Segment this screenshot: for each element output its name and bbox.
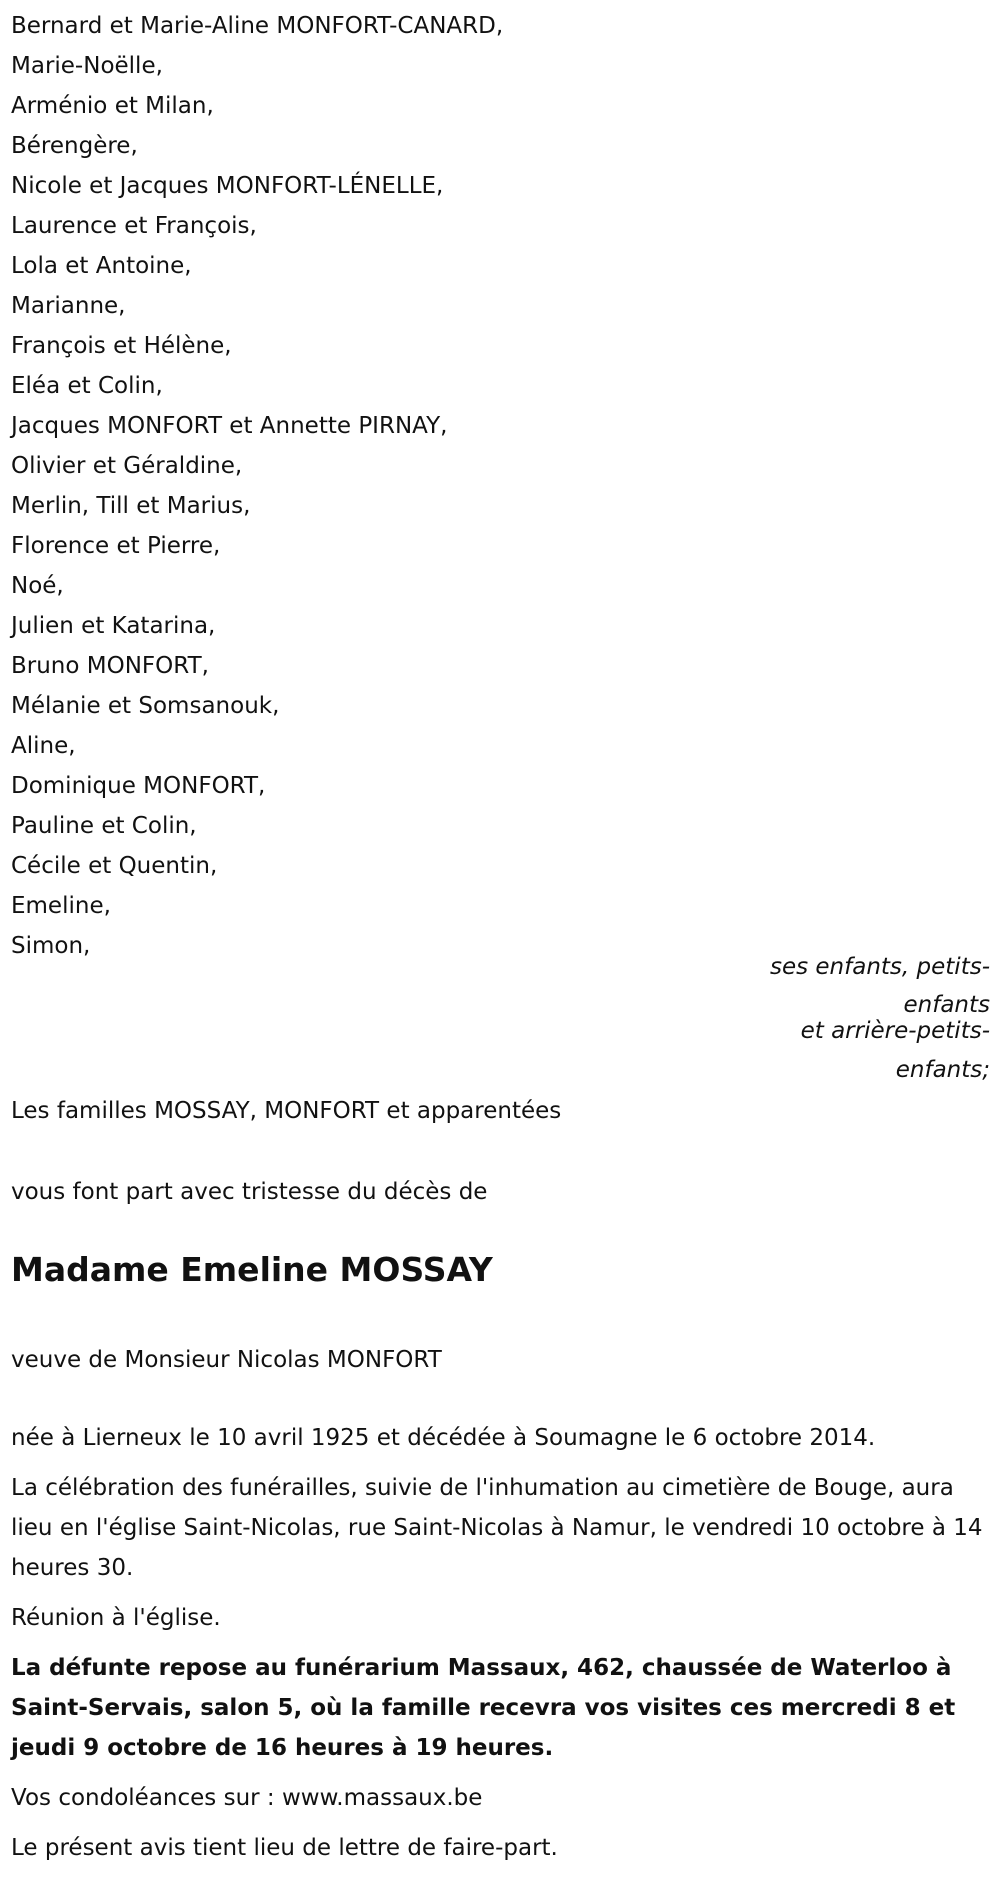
family-name-line: Julien et Katarina, — [11, 613, 216, 639]
family-name-line: Marie-Noëlle, — [11, 53, 163, 79]
family-name-line: Bernard et Marie-Aline MONFORT-CANARD, — [11, 13, 504, 39]
family-names-list — [11, 6, 503, 966]
family-name-line: Emeline, — [11, 893, 111, 919]
family-name-line: Nicole et Jacques MONFORT-LÉNELLE, — [11, 173, 444, 199]
family-name-line: Eléa et Colin, — [11, 373, 163, 399]
visitation-text: La défunte repose au funérarium Massaux, 462, chaussée de Waterloo à Saint-Servais, salon 5, où la famille recevra vos visites ces mercredi 8 et jeudi 9 octobre de 16 heures à 19 heures. — [11, 1655, 956, 1761]
families-text: Les familles MOSSAY, MONFORT et apparentées — [11, 1098, 562, 1124]
family-name-line: Olivier et Géraldine, — [11, 453, 243, 479]
family-name-line: Noé, — [11, 573, 64, 599]
family-name-line: Florence et Pierre, — [11, 533, 221, 559]
family-name-line: Laurence et François, — [11, 213, 257, 239]
family-name-line: François et Hélène, — [11, 333, 232, 359]
family-name-line: Bruno MONFORT, — [11, 653, 209, 679]
ceremony-text: La célébration des funérailles, suivie de l'inhumation au cimetière de Bouge, aura lieu en l'église Saint-Nicolas, rue Saint-Nicolas à Namur, le vendredi 10 octobre à 14 heures 30. — [11, 1475, 983, 1581]
family-name-line: Aline, — [11, 733, 76, 759]
family-name-line: Arménio et Milan, — [11, 93, 214, 119]
relation-line: ses enfants, petits- — [769, 954, 990, 980]
widow-of-text: veuve de Monsieur Nicolas MONFORT — [11, 1347, 442, 1373]
relation-line: et arrière-petits- — [800, 1018, 990, 1044]
family-name-line: Pauline et Colin, — [11, 813, 197, 839]
relation-line: enfants — [903, 992, 990, 1018]
notice-text: Le présent avis tient lieu de lettre de faire-part. — [11, 1835, 558, 1861]
relation-line: enfants; — [895, 1057, 990, 1083]
deceased-name: Madame Emeline MOSSAY — [11, 1250, 493, 1289]
family-name-line: Dominique MONFORT, — [11, 773, 266, 799]
family-name-line: Marianne, — [11, 293, 126, 319]
family-name-line: Cécile et Quentin, — [11, 853, 218, 879]
family-name-line: Simon, — [11, 933, 91, 959]
birth-death-text: née à Lierneux le 10 avril 1925 et décédée à Soumagne le 6 octobre 2014. — [11, 1425, 876, 1451]
family-name-line: Merlin, Till et Marius, — [11, 493, 251, 519]
announcement-text: vous font part avec tristesse du décès de — [11, 1179, 488, 1205]
family-name-line: Bérengère, — [11, 133, 138, 159]
condolences-text: Vos condoléances sur : www.massaux.be — [11, 1785, 483, 1811]
meeting-text: Réunion à l'église. — [11, 1605, 221, 1631]
family-name-line: Lola et Antoine, — [11, 253, 192, 279]
family-name-line: Mélanie et Somsanouk, — [11, 693, 280, 719]
family-name-line: Jacques MONFORT et Annette PIRNAY, — [11, 413, 448, 439]
